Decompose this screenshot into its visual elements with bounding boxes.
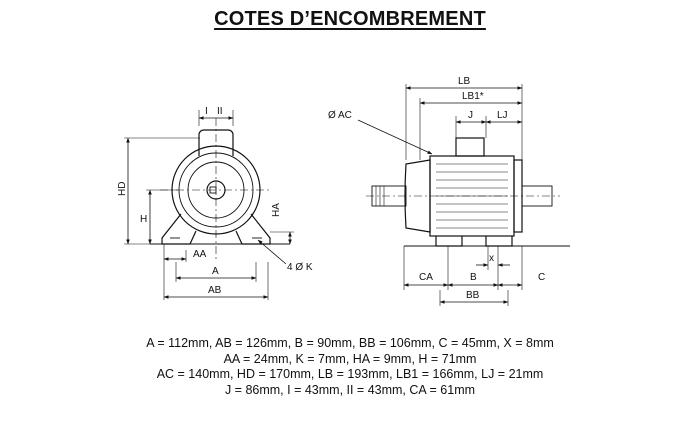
label-bb: BB — [466, 290, 480, 301]
label-j: J — [468, 110, 473, 121]
label-ac: Ø AC — [328, 110, 352, 121]
label-a: A — [212, 266, 219, 277]
label-h: H — [140, 214, 148, 225]
front-view — [124, 110, 294, 300]
label-aa: AA — [193, 249, 207, 260]
label-lj: LJ — [497, 110, 508, 121]
label-i: I — [205, 106, 208, 117]
label-ii: II — [217, 106, 223, 117]
page-title: COTES D’ENCOMBREMENT — [214, 8, 486, 30]
label-lb1: LB1* — [462, 91, 484, 102]
label-b: B — [470, 272, 477, 283]
label-ca: CA — [419, 272, 433, 283]
label-x: x — [489, 253, 494, 264]
dimension-line: AA = 24mm, K = 7mm, HA = 9mm, H = 71mm — [223, 351, 477, 366]
label-lb: LB — [458, 76, 471, 87]
label-ha: HA — [271, 203, 282, 217]
dimension-line: AC = 140mm, HD = 170mm, LB = 193mm, LB1 = 166mm, LJ = 21mm — [156, 367, 544, 381]
label-hd: HD — [117, 181, 128, 196]
dimension-line: A = 112mm, AB = 126mm, B = 90mm, BB = 106mm, C = 45mm, X = 8mm — [146, 336, 554, 350]
label-ab: AB — [208, 285, 222, 296]
label-k: 4 Ø K — [287, 262, 313, 273]
dimension-line: J = 86mm, I = 43mm, II = 43mm, CA = 61mm — [224, 382, 476, 397]
dimension-list — [0, 336, 700, 398]
label-c: C — [538, 272, 546, 283]
